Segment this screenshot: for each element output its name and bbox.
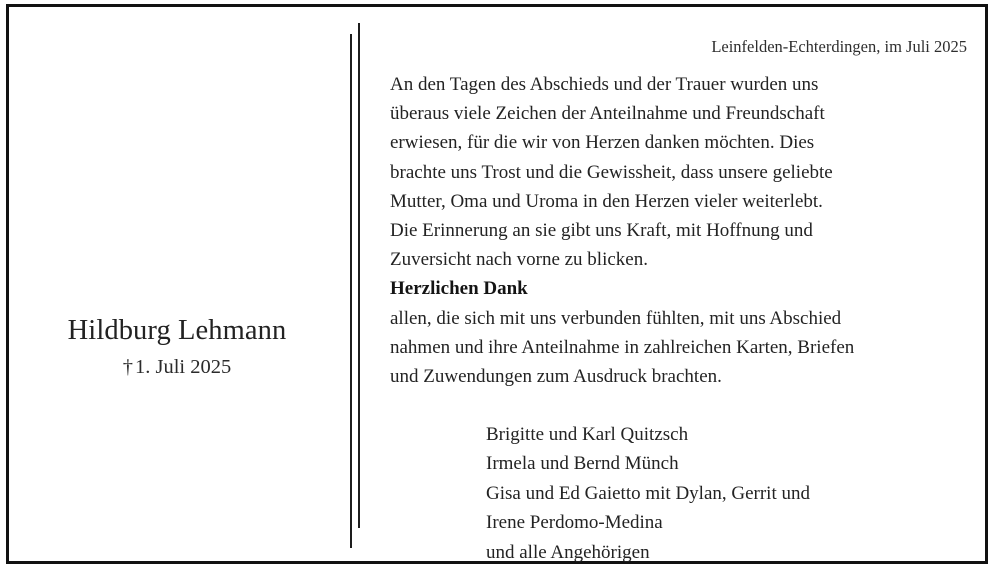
dateline: Leinfelden-Echterdingen, im Juli 2025	[711, 37, 967, 56]
dagger-cross-icon: †	[122, 356, 133, 378]
paragraph-line: brachte uns Trost und die Gewissheit, dass unsere geliebte	[390, 161, 833, 183]
deceased-block	[9, 313, 345, 382]
obituary-notice-frame	[6, 4, 988, 564]
signatory-line: Irmela und Bernd Münch	[486, 453, 679, 475]
signatory-line: Gisa und Ed Gaietto mit Dylan, Gerrit und	[486, 482, 810, 504]
thanks-heading: Herzlichen Dank	[390, 278, 528, 300]
paragraph-line: Die Erinnerung an sie gibt uns Kraft, mit Hoffnung und	[390, 220, 813, 242]
divider-rule-inner	[350, 34, 352, 548]
signatory-line: Irene Perdomo-Medina	[486, 512, 663, 534]
deceased-death-line	[9, 352, 345, 382]
message-panel	[389, 7, 967, 561]
message-body	[390, 70, 968, 391]
signatories-block	[486, 420, 956, 567]
paragraph-line: erwiesen, für die wir von Herzen danken möchten. Dies	[390, 132, 815, 154]
deceased-death-date: 1. Juli 2025	[135, 356, 232, 378]
thanks-line: und Zuwendungen zum Ausdruck brachten.	[390, 366, 722, 388]
thanks-line: allen, die sich mit uns verbunden fühlten, mit uns Abschied	[390, 307, 842, 329]
paragraph-line: Mutter, Oma und Uroma in den Herzen vieler weiterlebt.	[390, 190, 823, 212]
deceased-panel	[9, 7, 345, 561]
paragraph-line: überaus viele Zeichen der Anteilnahme und Freundschaft	[390, 103, 825, 125]
signatory-line: und alle Angehörigen	[486, 541, 650, 563]
divider-rule-outer	[358, 23, 360, 528]
deceased-name: Hildburg Lehmann	[67, 315, 287, 346]
thanks-line: nahmen und ihre Anteilnahme in zahlreichen Karten, Briefen	[390, 336, 855, 358]
paragraph-line: Zuversicht nach vorne zu blicken.	[390, 249, 648, 271]
signatory-line: Brigitte und Karl Quitzsch	[486, 424, 689, 445]
notice-inner-area	[9, 7, 985, 561]
condolence-paragraph	[390, 70, 968, 274]
thanks-paragraph	[390, 274, 968, 391]
paragraph-line: An den Tagen des Abschieds und der Trauer wurden uns	[390, 74, 819, 95]
